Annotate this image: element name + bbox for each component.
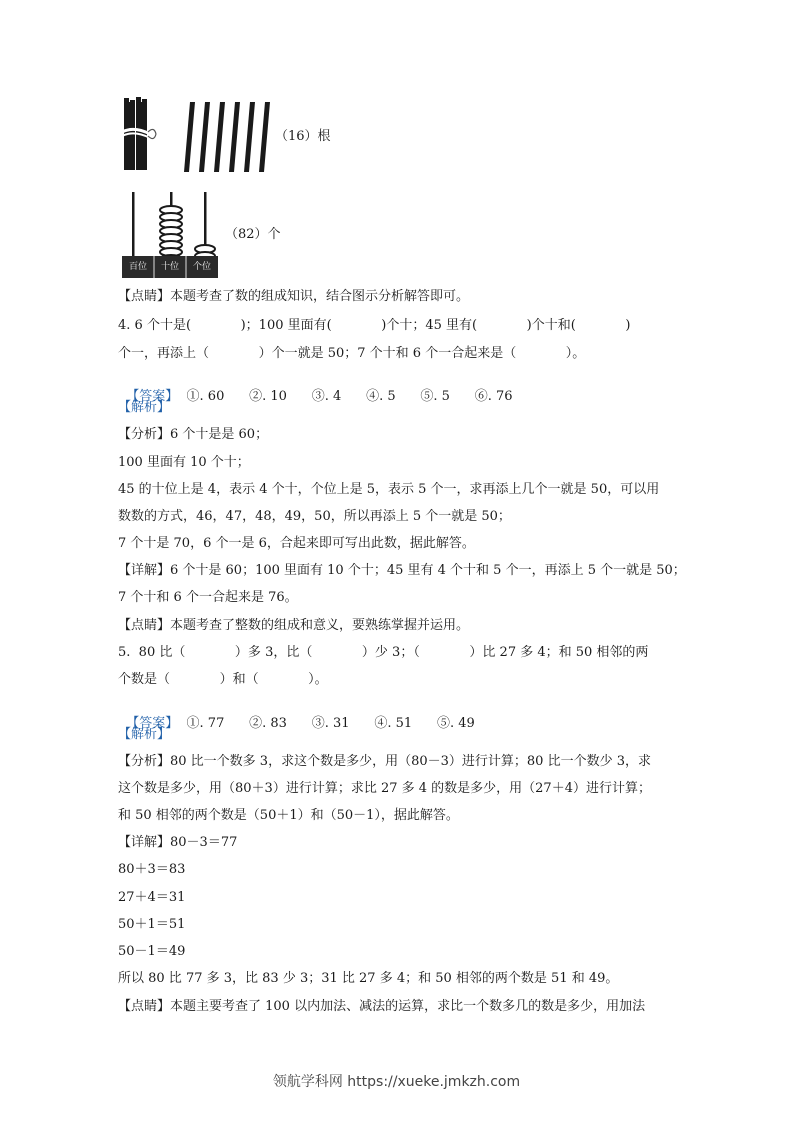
question-5-summary: 【点睛】本题主要考查了 100 以内加法、减法的运算，求比一个数多几的数是多少，用加法 [118, 999, 646, 1014]
abacus-label-tens: 十位 [160, 262, 179, 272]
summary-line: 【点睛】本题考查了数的组成知识，结合图示分析解答即可。 [118, 289, 470, 304]
question-4-analysis-3: 45 的十位上是 4，表示 4 个十，个位上是 5，表示 5 个一，求再添上几个一就是 50，可以用 [118, 482, 660, 497]
question-5-analysis-2: 这个数是多少，用（80＋3）进行计算；求比 27 多 4 的数是多少，用（27＋4）进行计算； [118, 781, 651, 796]
question-5-detail-1: 【详解】80－3＝77 [118, 835, 238, 850]
loose-sticks-icon [184, 102, 270, 172]
question-4-analysis-1: 【分析】6 个十是是 60； [118, 427, 269, 442]
bundle-of-ten-sticks-icon [118, 96, 278, 174]
sticks-figure [118, 96, 278, 174]
abacus-figure [120, 190, 220, 280]
question-4-analysis-2: 100 里面有 10 个十； [118, 455, 250, 470]
question-4-line-2: 个一，再添上（ ）个一就是 50；7 个十和 6 个一合起来是（ ）。 [118, 346, 586, 361]
question-5-answer [118, 700, 475, 732]
question-5-detail-3: 27＋4＝31 [118, 890, 186, 905]
question-4-analysis-5: 7 个十是 70，6 个一是 6，合起来即可写出此数，据此解答。 [118, 536, 475, 551]
question-5-line-2: 个数是（ ）和（ ）。 [118, 672, 328, 687]
question-5-detail-4: 50＋1＝51 [118, 917, 186, 932]
abacus-answer: （82）个 [225, 227, 281, 242]
question-4-detail-2: 7 个十和 6 个一合起来是 76。 [118, 590, 298, 605]
question-4-analysis-4: 数数的方式，46，47，48，49，50，所以再添上 5 个一就是 50； [118, 509, 511, 524]
abacus-label-ones: 个位 [192, 262, 211, 272]
question-5-analysis-1: 【分析】80 比一个数多 3，求这个数是多少，用（80－3）进行计算；80 比一个数少 3，求 [118, 754, 651, 769]
answer-values: ①. 60 ②. 10 ③. 4 ④. 5 ⑤. 5 ⑥. 76 [178, 389, 513, 404]
question-5-detail-5: 50－1＝49 [118, 944, 186, 959]
analysis-tag: 【解析】 [118, 400, 171, 415]
answer-tag: 【答案】 [126, 716, 179, 731]
answer-tag: 【答案】 [126, 389, 179, 404]
footer-watermark: 领航学科网 https://xueke.jmkzh.com [272, 1074, 521, 1090]
abacus-label-hundreds: 百位 [128, 262, 147, 272]
question-4-answer [118, 373, 513, 405]
question-5-detail-2: 80＋3＝83 [118, 862, 186, 877]
question-4-line-1: 4. 6 个十是( )；100 里面有( )个十；45 里有( )个十和( ) [118, 318, 631, 333]
question-5-line-1: 5. 80 比（ ）多 3，比（ ）少 3；（ ）比 27 多 4；和 50 相邻的两 [118, 645, 649, 660]
question-4-summary: 【点睛】本题考查了整数的组成和意义，要熟练掌握并运用。 [118, 618, 470, 633]
sticks-answer: （16）根 [275, 129, 331, 144]
answer-values: ①. 77 ②. 83 ③. 31 ④. 51 ⑤. 49 [178, 716, 475, 731]
question-4-detail-1: 【详解】6 个十是 60；100 里面有 10 个十；45 里有 4 个十和 5 个一，再添上 5 个一就是 50； [118, 563, 686, 578]
abacus-base-labels [122, 258, 218, 276]
question-5-detail-6: 所以 80 比 77 多 3，比 83 少 3；31 比 27 多 4；和 50 相邻的两个数是 51 和 49。 [118, 971, 619, 986]
question-5-analysis-3: 和 50 相邻的两个数是（50＋1）和（50－1），据此解答。 [118, 808, 459, 823]
analysis-tag: 【解析】 [118, 727, 171, 742]
